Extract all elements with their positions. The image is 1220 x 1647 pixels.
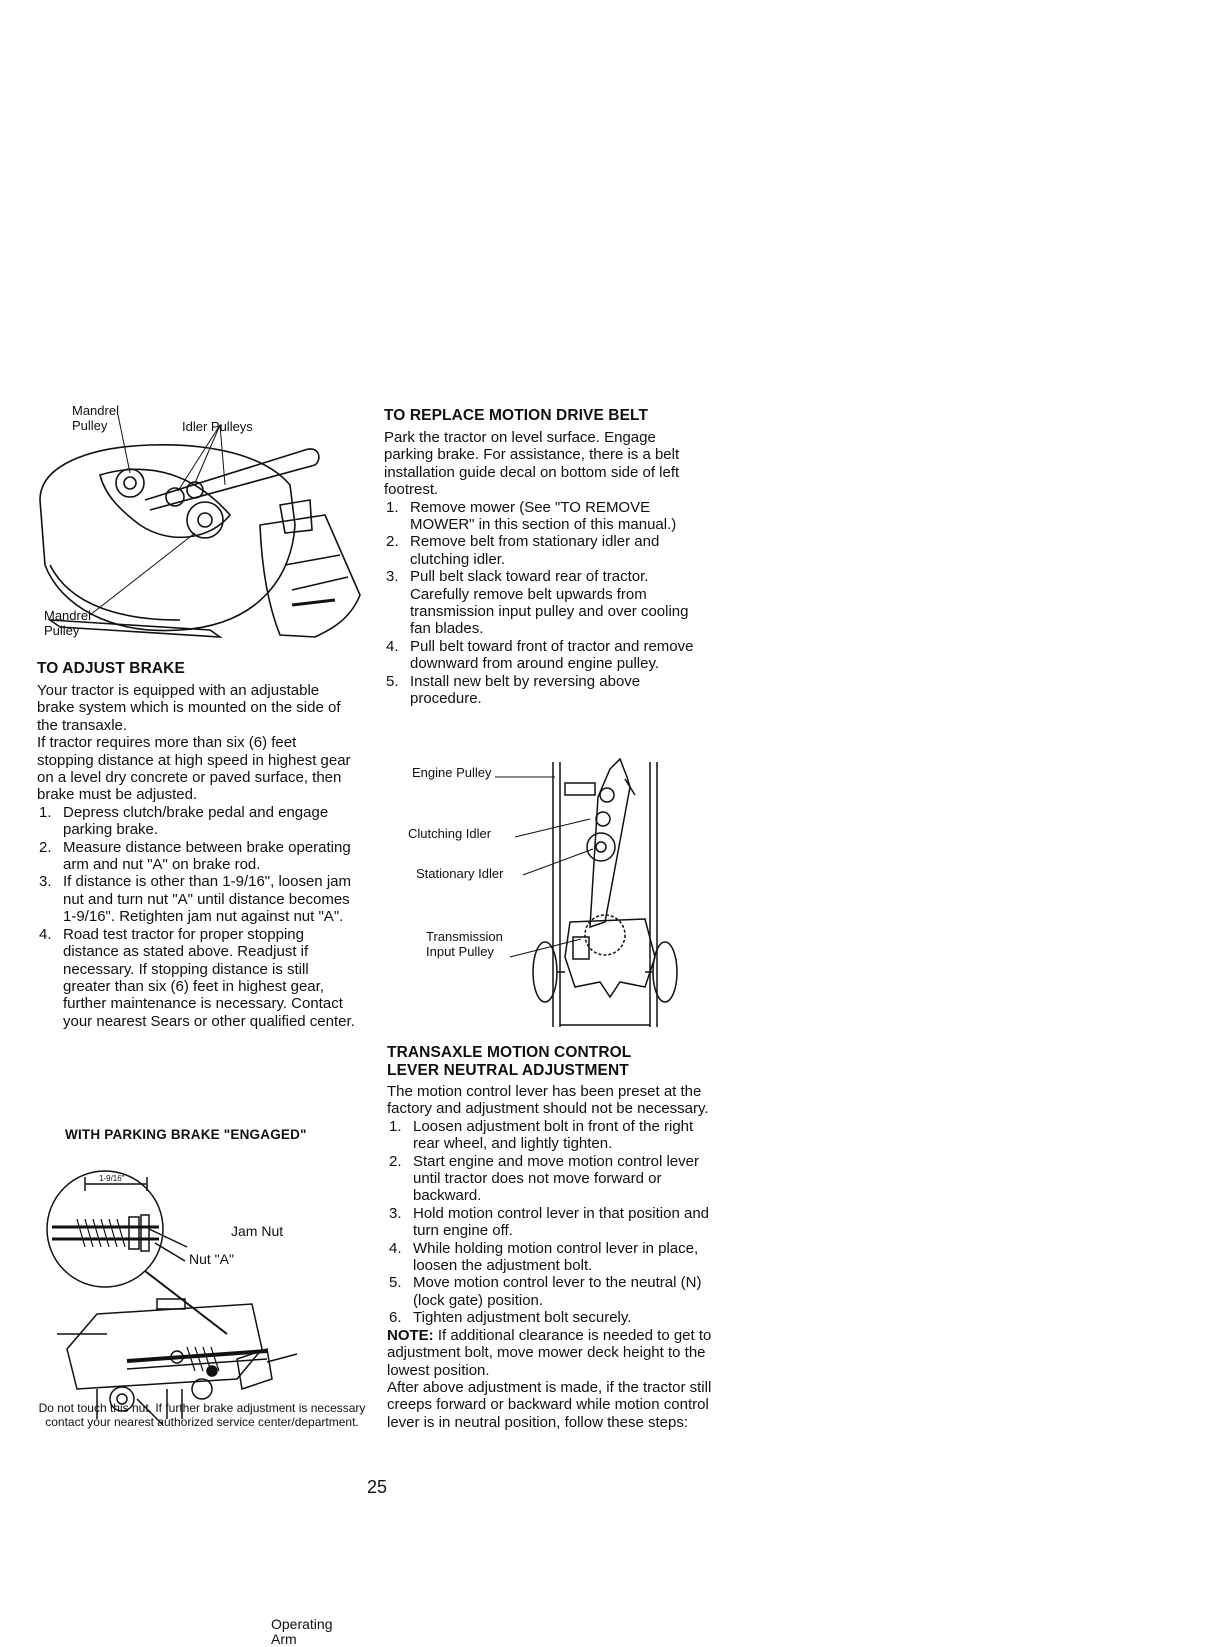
note-text: If additional clearance is needed to get to adjustment bolt, move mower deck height to the lowest position.	[387, 1326, 712, 1379]
list-item: 1. Remove mower (See "TO REMOVE MOWER" in this section of this manual.)	[386, 498, 677, 534]
page-number: 25	[367, 1477, 388, 1497]
stationary-idler-label: Stationary Idler	[416, 866, 504, 881]
engine-pulley-label: Engine Pulley	[412, 765, 492, 780]
replace-belt-heading: TO REPLACE MOTION DRIVE BELT	[384, 407, 649, 424]
transaxle-steps	[387, 1118, 712, 1327]
list-item: 4. Road test tractor for proper stopping distance as stated above. Readjust if necessary. If stopping distance is still greater than six (6) feet in highest gear, further maintenance is necessary. Contact your nearest Sears or other qualified center.	[39, 925, 355, 1030]
adjust-brake-heading: TO ADJUST BRAKE	[37, 660, 185, 677]
belt-routing-illustration	[405, 757, 695, 1032]
mandrel-pulley-top-label: Mandrel Pulley	[72, 403, 119, 433]
list-item: 1. Loosen adjustment bolt in front of the right rear wheel, and lightly tighten.	[389, 1117, 694, 1153]
list-item: 3. Pull belt slack toward rear of tractor. Carefully remove belt upwards from transmission input pulley and over cooling fan blades.	[386, 568, 689, 638]
brake-caption: Do not touch this nut. If further brake adjustment is necessary contact your nearest authorized service center/department.	[38, 1401, 366, 1429]
list-item: 4. While holding motion control lever in place, loosen the adjustment bolt.	[389, 1239, 699, 1275]
adjust-brake-section	[37, 660, 357, 1030]
brake-figure-title: WITH PARKING BRAKE "ENGAGED"	[65, 1127, 307, 1142]
list-item: 4. Pull belt toward front of tractor and remove downward from around engine pulley.	[386, 637, 694, 673]
list-item: 2. Start engine and move motion control lever until tractor does not move forward or backward.	[389, 1152, 699, 1205]
adjust-brake-condition: If tractor requires more than six (6) feet stopping distance at high speed in highest gear on a level dry concrete or paved surface, then brake must be adjusted.	[37, 734, 351, 804]
transaxle-heading-line1: TRANSAXLE MOTION CONTROL	[387, 1044, 632, 1061]
list-item: 1. Depress clutch/brake pedal and engage parking brake.	[39, 803, 329, 839]
replace-belt-steps	[384, 499, 704, 708]
jam-nut-label: Jam Nut	[231, 1223, 284, 1239]
list-item: 3. If distance is other than 1-9/16", loosen jam nut and turn nut "A" until distance becomes 1-9/16". Retighten jam nut against nut "A".	[39, 873, 351, 926]
list-item: 5. Install new belt by reversing above procedure.	[386, 672, 641, 708]
transaxle-after: After above adjustment is made, if the tractor still creeps forward or backward while motion control lever is in neutral position, follow these steps:	[387, 1378, 712, 1431]
replace-belt-intro: Park the tractor on level surface. Engage parking brake. For assistance, there is a belt installation guide decal on bottom side of left footrest.	[384, 429, 680, 499]
list-item: 6. Tighten adjustment bolt securely.	[389, 1309, 632, 1327]
list-item: 2. Remove belt from stationary idler and clutching idler.	[386, 533, 660, 568]
replace-belt-section	[384, 407, 704, 708]
note-label: NOTE:	[387, 1326, 434, 1344]
mandrel-pulley-bottom-label: Mandrel Pulley	[44, 608, 91, 638]
list-item: 3. Hold motion control lever in that position and turn engine off.	[389, 1204, 710, 1240]
operating-arm-label: Operating Arm	[271, 1616, 333, 1647]
idler-pulleys-label: Idler Pulleys	[182, 419, 253, 434]
nut-a-label: Nut "A"	[189, 1251, 234, 1267]
brake-illustration	[37, 1149, 367, 1419]
transaxle-section	[387, 1044, 712, 1431]
list-item: 5. Move motion control lever to the neutral (N) (lock gate) position.	[389, 1274, 702, 1309]
brake-figure	[37, 1127, 367, 1647]
dimension-label: 1-9/16"	[99, 1174, 125, 1183]
clutching-idler-label: Clutching Idler	[408, 826, 492, 841]
list-item: 2. Measure distance between brake operating arm and nut "A" on brake rod.	[39, 838, 351, 874]
transaxle-heading-line2: LEVER NEUTRAL ADJUSTMENT	[387, 1062, 629, 1079]
belt-routing-figure	[405, 757, 695, 1032]
transmission-input-pulley-label: Transmission Input Pulley	[426, 929, 503, 959]
adjust-brake-steps	[37, 804, 357, 1030]
adjust-brake-intro: Your tractor is equipped with an adjustable brake system which is mounted on the side of the transaxle.	[37, 682, 341, 734]
transaxle-intro: The motion control lever has been preset at the factory and adjustment should not be necessary.	[387, 1083, 709, 1118]
transaxle-note	[387, 1327, 712, 1379]
mower-deck-figure	[30, 405, 365, 655]
